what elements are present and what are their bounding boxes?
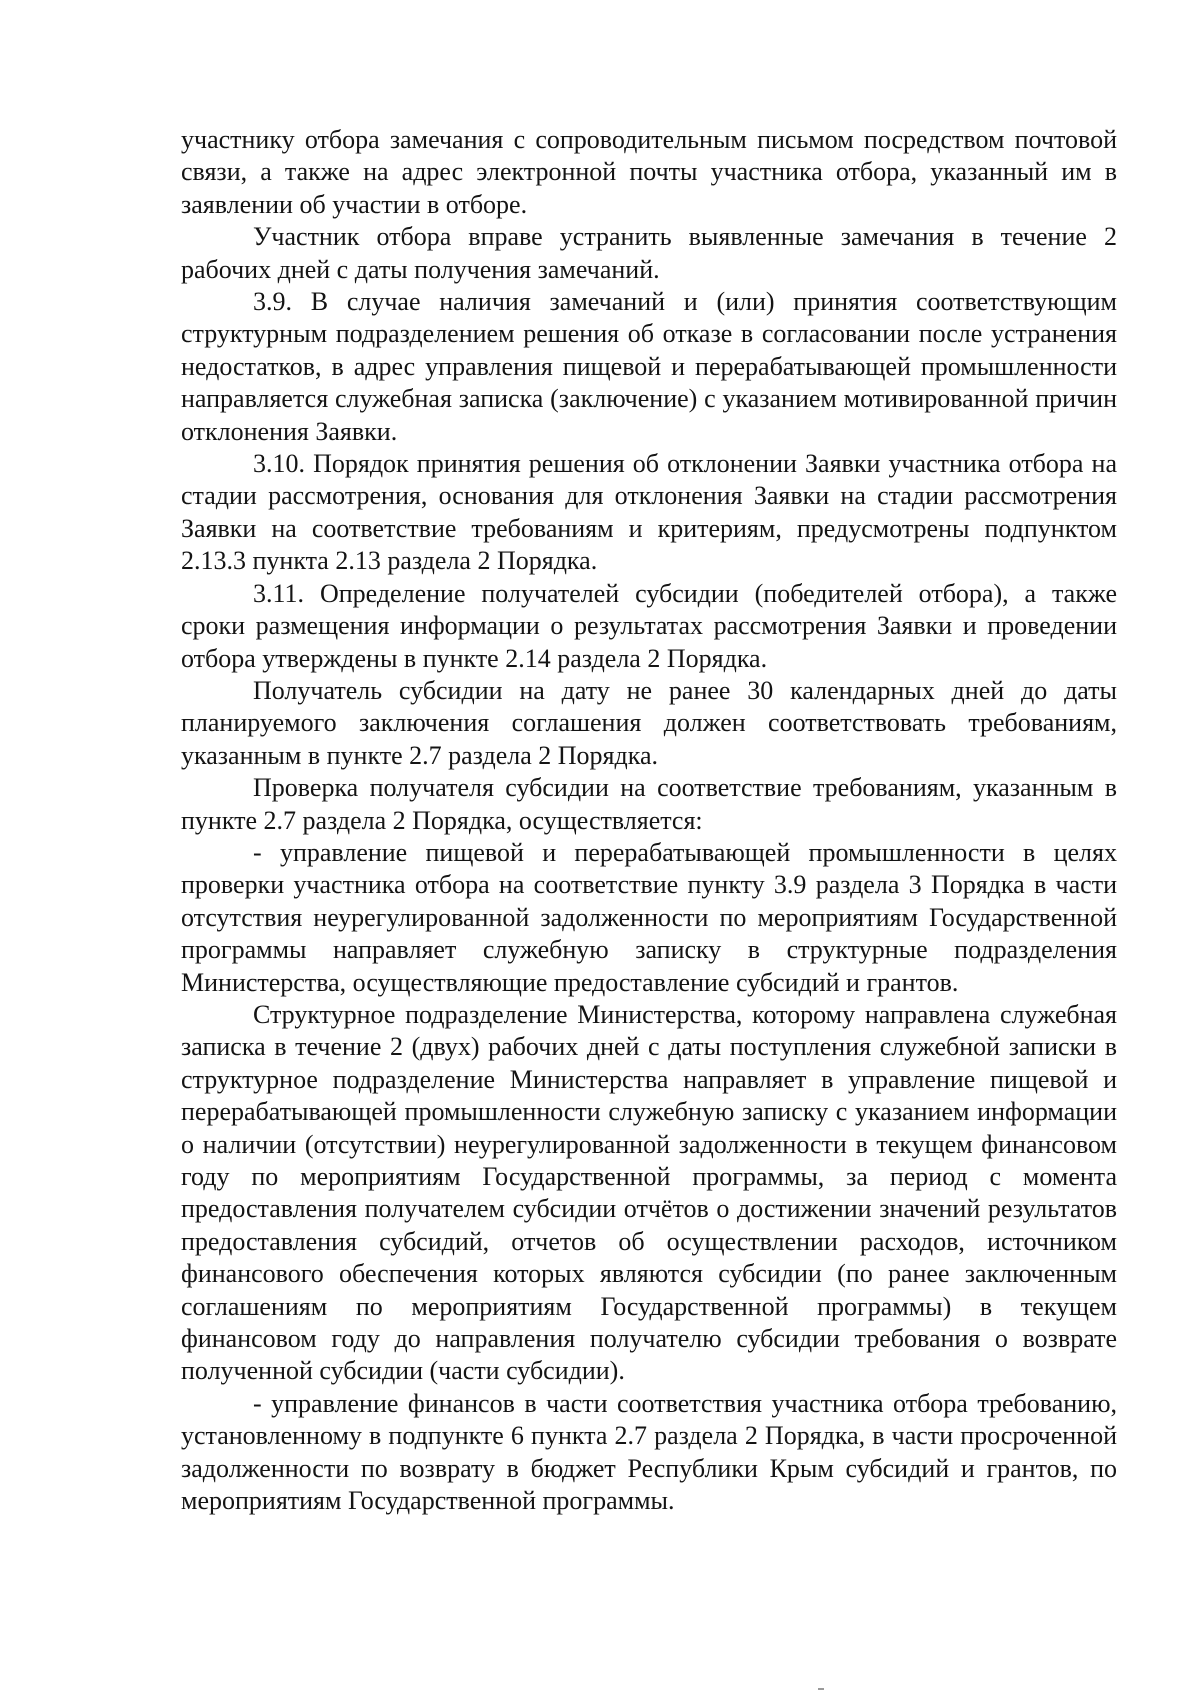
paragraph-structural-unit: Структурное подразделение Министерства, которому направлена служебная записка в течение 2 (двух) рабочих дней с даты поступления служебной записки в структурное подразделение Министерства направляет в управление пищевой и перерабатывающей промышленности служебную записку с указанием информации о наличии (отсутствии) неурегулированной задолженности в текущем финансовом году по мероприятиям Государственной программы, за период с момента предоставления получателем субсидии отчётов о достижении значений результатов предоставления субсидий, отчетов об осуществлении расходов, источником финансового обеспечения которых являются субсидии (по ранее заключенным соглашениям по мероприятиям Государственной программы) в текущем финансовом году до направления получателю субсидии требования о возврате полученной субсидии (части субсидии). [181,999,1117,1386]
paragraph-3-11: 3.11. Определение получателей субсидии (победителей отбора), а также сроки размещения информации о результатах рассмотрения Заявки и проведении отбора утверждены в пункте 2.14 раздела 2 Порядка. [181,578,1117,673]
document-body [181,124,1117,1517]
list-item-finance-department: - управление финансов в части соответствия участника отбора требованию, установленному в подпункте 6 пункта 2.7 раздела 2 Порядка, в части просроченной задолженности по возврату в бюджет Республики Крым субсидий и грантов, по мероприятиям Государственной программы. [181,1388,1117,1516]
paragraph-verification-intro: Проверка получателя субсидии на соответствие требованиям, указанным в пункте 2.7 раздела 2 Порядка, осуществляется: [181,773,1117,835]
paragraph-fix-remarks: Участник отбора вправе устранить выявленные замечания в течение 2 рабочих дней с даты получения замечаний. [181,222,1117,284]
paragraph-3-9: 3.9. В случае наличия замечаний и (или) принятия соответствующим структурным подразделением решения об отказе в согласовании после устранения недостатков, в адрес управления пищевой и перерабатывающей промышленности направляется служебная записка (заключение) с указанием мотивированной причин отклонения Заявки. [181,287,1117,446]
paragraph-3-10: 3.10. Порядок принятия решения об отклонении Заявки участника отбора на стадии рассмотрения, основания для отклонения Заявки на стадии рассмотрения Заявки на соответствие требованиям и критериям, предусмотрены подпунктом 2.13.3 пункта 2.13 раздела 2 Порядка. [181,449,1117,576]
paragraph-recipient-requirements: Получатель субсидии на дату не ранее 30 календарных дней до даты планируемого заключения соглашения должен соответствовать требованиям, указанным в пункте 2.7 раздела 2 Порядка. [181,675,1117,770]
list-item-food-industry-department: - управление пищевой и перерабатывающей промышленности в целях проверки участника отбора на соответствие пункту 3.9 раздела 3 Порядка в части отсутствия неурегулированной задолженности по мероприятиям Государственной программы направляет служебную записку в структурные подразделения Министерства, осуществляющие предоставление субсидий и грантов. [181,837,1117,997]
scan-artifact-mark [818,1688,824,1690]
paragraph-notice-continuation: участнику отбора замечания с сопроводительным письмом посредством почтовой связи, а также на адрес электронной почты участника отбора, указанный им в заявлении об участии в отборе. [181,125,1117,219]
